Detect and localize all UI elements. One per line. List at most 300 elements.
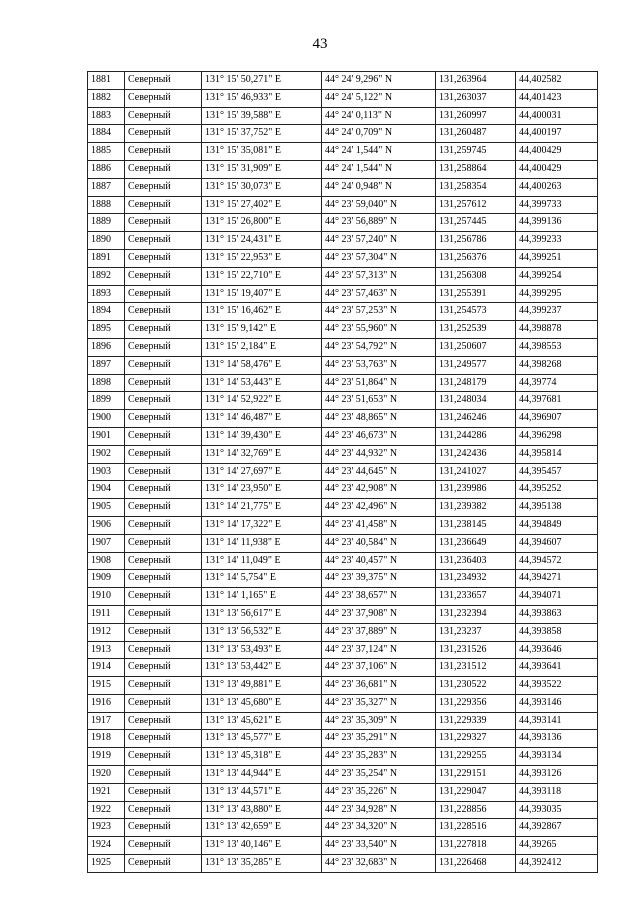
table-row — [88, 374, 598, 392]
point-number-cell: 1915 — [88, 677, 125, 695]
point-number-cell: 1914 — [88, 659, 125, 677]
point-number-cell: 1884 — [88, 125, 125, 143]
latitude-decimal-cell: 44,393035 — [516, 801, 598, 819]
latitude-dms-cell: 44° 23' 37,908" N — [322, 605, 436, 623]
latitude-dms-cell: 44° 23' 44,932" N — [322, 445, 436, 463]
longitude-decimal-cell: 131,239382 — [436, 499, 516, 517]
latitude-decimal-cell: 44,393646 — [516, 641, 598, 659]
point-number-cell: 1910 — [88, 588, 125, 606]
point-number-cell: 1922 — [88, 801, 125, 819]
latitude-decimal-cell: 44,400263 — [516, 178, 598, 196]
region-cell: Северный — [125, 516, 202, 534]
coordinates-table — [87, 71, 598, 873]
longitude-decimal-cell: 131,231526 — [436, 641, 516, 659]
point-number-cell: 1886 — [88, 160, 125, 178]
latitude-decimal-cell: 44,402582 — [516, 72, 598, 90]
region-cell: Северный — [125, 570, 202, 588]
longitude-dms-cell: 131° 13' 44,944" E — [202, 766, 322, 784]
longitude-decimal-cell: 131,256308 — [436, 267, 516, 285]
latitude-dms-cell: 44° 23' 48,865" N — [322, 410, 436, 428]
longitude-dms-cell: 131° 14' 27,697" E — [202, 463, 322, 481]
table-row — [88, 588, 598, 606]
longitude-decimal-cell: 131,246246 — [436, 410, 516, 428]
longitude-decimal-cell: 131,233657 — [436, 588, 516, 606]
longitude-decimal-cell: 131,258354 — [436, 178, 516, 196]
latitude-decimal-cell: 44,400429 — [516, 160, 598, 178]
longitude-dms-cell: 131° 15' 26,800" E — [202, 214, 322, 232]
table-row — [88, 623, 598, 641]
longitude-dms-cell: 131° 13' 56,617" E — [202, 605, 322, 623]
region-cell: Северный — [125, 303, 202, 321]
longitude-dms-cell: 131° 14' 17,322" E — [202, 516, 322, 534]
longitude-decimal-cell: 131,230522 — [436, 677, 516, 695]
latitude-decimal-cell: 44,393126 — [516, 766, 598, 784]
latitude-decimal-cell: 44,395252 — [516, 481, 598, 499]
longitude-decimal-cell: 131,234932 — [436, 570, 516, 588]
region-cell: Северный — [125, 694, 202, 712]
point-number-cell: 1908 — [88, 552, 125, 570]
point-number-cell: 1897 — [88, 356, 125, 374]
table-row — [88, 338, 598, 356]
table-row — [88, 463, 598, 481]
region-cell: Северный — [125, 196, 202, 214]
table-row — [88, 143, 598, 161]
region-cell: Северный — [125, 232, 202, 250]
table-row — [88, 267, 598, 285]
point-number-cell: 1891 — [88, 249, 125, 267]
latitude-dms-cell: 44° 24' 0,948" N — [322, 178, 436, 196]
table-row — [88, 694, 598, 712]
longitude-dms-cell: 131° 15' 27,402" E — [202, 196, 322, 214]
latitude-dms-cell: 44° 23' 32,683" N — [322, 855, 436, 873]
point-number-cell: 1887 — [88, 178, 125, 196]
region-cell: Северный — [125, 178, 202, 196]
point-number-cell: 1899 — [88, 392, 125, 410]
longitude-decimal-cell: 131,250607 — [436, 338, 516, 356]
latitude-decimal-cell: 44,393858 — [516, 623, 598, 641]
longitude-decimal-cell: 131,263037 — [436, 89, 516, 107]
latitude-decimal-cell: 44,394607 — [516, 534, 598, 552]
latitude-dms-cell: 44° 23' 46,673" N — [322, 427, 436, 445]
point-number-cell: 1918 — [88, 730, 125, 748]
longitude-decimal-cell: 131,229047 — [436, 783, 516, 801]
table-row — [88, 321, 598, 339]
longitude-dms-cell: 131° 15' 2,184" E — [202, 338, 322, 356]
latitude-decimal-cell: 44,399136 — [516, 214, 598, 232]
point-number-cell: 1882 — [88, 89, 125, 107]
point-number-cell: 1911 — [88, 605, 125, 623]
table-row — [88, 303, 598, 321]
region-cell: Северный — [125, 837, 202, 855]
latitude-dms-cell: 44° 23' 51,864" N — [322, 374, 436, 392]
longitude-dms-cell: 131° 14' 1,165" E — [202, 588, 322, 606]
point-number-cell: 1925 — [88, 855, 125, 873]
table-row — [88, 160, 598, 178]
region-cell: Северный — [125, 659, 202, 677]
latitude-decimal-cell: 44,399254 — [516, 267, 598, 285]
point-number-cell: 1905 — [88, 499, 125, 517]
table-row — [88, 214, 598, 232]
longitude-dms-cell: 131° 13' 35,285" E — [202, 855, 322, 873]
point-number-cell: 1895 — [88, 321, 125, 339]
latitude-decimal-cell: 44,39774 — [516, 374, 598, 392]
region-cell: Северный — [125, 463, 202, 481]
table-row — [88, 89, 598, 107]
region-cell: Северный — [125, 783, 202, 801]
longitude-dms-cell: 131° 15' 31,909" E — [202, 160, 322, 178]
table-row — [88, 107, 598, 125]
longitude-dms-cell: 131° 13' 43,880" E — [202, 801, 322, 819]
region-cell: Северный — [125, 605, 202, 623]
longitude-decimal-cell: 131,260997 — [436, 107, 516, 125]
longitude-decimal-cell: 131,227818 — [436, 837, 516, 855]
longitude-decimal-cell: 131,256376 — [436, 249, 516, 267]
region-cell: Северный — [125, 427, 202, 445]
point-number-cell: 1920 — [88, 766, 125, 784]
region-cell: Северный — [125, 107, 202, 125]
latitude-decimal-cell: 44,393522 — [516, 677, 598, 695]
region-cell: Северный — [125, 534, 202, 552]
point-number-cell: 1889 — [88, 214, 125, 232]
table-row — [88, 659, 598, 677]
longitude-decimal-cell: 131,229151 — [436, 766, 516, 784]
point-number-cell: 1917 — [88, 712, 125, 730]
latitude-dms-cell: 44° 23' 36,681" N — [322, 677, 436, 695]
longitude-dms-cell: 131° 13' 42,659" E — [202, 819, 322, 837]
region-cell: Северный — [125, 677, 202, 695]
point-number-cell: 1909 — [88, 570, 125, 588]
region-cell: Северный — [125, 160, 202, 178]
longitude-dms-cell: 131° 15' 35,081" E — [202, 143, 322, 161]
longitude-dms-cell: 131° 14' 58,476" E — [202, 356, 322, 374]
point-number-cell: 1906 — [88, 516, 125, 534]
longitude-dms-cell: 131° 15' 9,142" E — [202, 321, 322, 339]
region-cell: Северный — [125, 356, 202, 374]
region-cell: Северный — [125, 143, 202, 161]
table-row — [88, 819, 598, 837]
longitude-decimal-cell: 131,238145 — [436, 516, 516, 534]
longitude-dms-cell: 131° 15' 37,752" E — [202, 125, 322, 143]
point-number-cell: 1919 — [88, 748, 125, 766]
point-number-cell: 1901 — [88, 427, 125, 445]
longitude-dms-cell: 131° 14' 11,049" E — [202, 552, 322, 570]
latitude-dms-cell: 44° 23' 54,792" N — [322, 338, 436, 356]
page-number: 43 — [312, 36, 328, 52]
latitude-dms-cell: 44° 23' 40,584" N — [322, 534, 436, 552]
longitude-dms-cell: 131° 13' 53,493" E — [202, 641, 322, 659]
longitude-dms-cell: 131° 14' 53,443" E — [202, 374, 322, 392]
table-row — [88, 196, 598, 214]
latitude-decimal-cell: 44,400031 — [516, 107, 598, 125]
longitude-decimal-cell: 131,228856 — [436, 801, 516, 819]
table-row — [88, 178, 598, 196]
latitude-dms-cell: 44° 23' 35,254" N — [322, 766, 436, 784]
table-row — [88, 552, 598, 570]
latitude-dms-cell: 44° 24' 5,122" N — [322, 89, 436, 107]
latitude-decimal-cell: 44,393863 — [516, 605, 598, 623]
latitude-decimal-cell: 44,395457 — [516, 463, 598, 481]
point-number-cell: 1893 — [88, 285, 125, 303]
region-cell: Северный — [125, 72, 202, 90]
latitude-decimal-cell: 44,397681 — [516, 392, 598, 410]
latitude-decimal-cell: 44,399295 — [516, 285, 598, 303]
longitude-decimal-cell: 131,241027 — [436, 463, 516, 481]
longitude-dms-cell: 131° 14' 5,754" E — [202, 570, 322, 588]
point-number-cell: 1913 — [88, 641, 125, 659]
longitude-dms-cell: 131° 15' 24,431" E — [202, 232, 322, 250]
latitude-dms-cell: 44° 23' 35,291" N — [322, 730, 436, 748]
latitude-dms-cell: 44° 23' 53,763" N — [322, 356, 436, 374]
longitude-dms-cell: 131° 15' 46,933" E — [202, 89, 322, 107]
longitude-dms-cell: 131° 14' 32,769" E — [202, 445, 322, 463]
latitude-decimal-cell: 44,399237 — [516, 303, 598, 321]
longitude-decimal-cell: 131,248179 — [436, 374, 516, 392]
region-cell: Северный — [125, 623, 202, 641]
latitude-decimal-cell: 44,393118 — [516, 783, 598, 801]
latitude-dms-cell: 44° 24' 0,709" N — [322, 125, 436, 143]
table-row — [88, 72, 598, 90]
longitude-dms-cell: 131° 13' 45,621" E — [202, 712, 322, 730]
table-row — [88, 837, 598, 855]
latitude-decimal-cell: 44,401423 — [516, 89, 598, 107]
longitude-dms-cell: 131° 13' 56,532" E — [202, 623, 322, 641]
region-cell: Северный — [125, 89, 202, 107]
point-number-cell: 1898 — [88, 374, 125, 392]
latitude-decimal-cell: 44,394849 — [516, 516, 598, 534]
table-row — [88, 125, 598, 143]
latitude-dms-cell: 44° 23' 56,889" N — [322, 214, 436, 232]
latitude-dms-cell: 44° 23' 57,240" N — [322, 232, 436, 250]
point-number-cell: 1896 — [88, 338, 125, 356]
longitude-dms-cell: 131° 15' 16,462" E — [202, 303, 322, 321]
latitude-dms-cell: 44° 23' 35,226" N — [322, 783, 436, 801]
latitude-decimal-cell: 44,394572 — [516, 552, 598, 570]
region-cell: Северный — [125, 445, 202, 463]
longitude-decimal-cell: 131,259745 — [436, 143, 516, 161]
table-row — [88, 392, 598, 410]
latitude-dms-cell: 44° 23' 57,313" N — [322, 267, 436, 285]
point-number-cell: 1881 — [88, 72, 125, 90]
table-row — [88, 766, 598, 784]
region-cell: Северный — [125, 801, 202, 819]
table-row — [88, 427, 598, 445]
latitude-dms-cell: 44° 23' 42,496" N — [322, 499, 436, 517]
longitude-decimal-cell: 131,255391 — [436, 285, 516, 303]
point-number-cell: 1904 — [88, 481, 125, 499]
table-row — [88, 445, 598, 463]
latitude-dms-cell: 44° 24' 1,544" N — [322, 143, 436, 161]
longitude-decimal-cell: 131,252539 — [436, 321, 516, 339]
region-cell: Северный — [125, 125, 202, 143]
latitude-dms-cell: 44° 23' 41,458" N — [322, 516, 436, 534]
longitude-decimal-cell: 131,260487 — [436, 125, 516, 143]
longitude-decimal-cell: 131,236649 — [436, 534, 516, 552]
longitude-dms-cell: 131° 15' 22,710" E — [202, 267, 322, 285]
latitude-dms-cell: 44° 23' 42,908" N — [322, 481, 436, 499]
table-row — [88, 232, 598, 250]
latitude-decimal-cell: 44,392412 — [516, 855, 598, 873]
point-number-cell: 1921 — [88, 783, 125, 801]
latitude-decimal-cell: 44,39265 — [516, 837, 598, 855]
latitude-dms-cell: 44° 23' 35,327" N — [322, 694, 436, 712]
longitude-decimal-cell: 131,229327 — [436, 730, 516, 748]
longitude-dms-cell: 131° 13' 53,442" E — [202, 659, 322, 677]
table-row — [88, 356, 598, 374]
longitude-dms-cell: 131° 14' 21,775" E — [202, 499, 322, 517]
table-row — [88, 783, 598, 801]
point-number-cell: 1924 — [88, 837, 125, 855]
latitude-dms-cell: 44° 23' 57,253" N — [322, 303, 436, 321]
point-number-cell: 1923 — [88, 819, 125, 837]
latitude-decimal-cell: 44,396907 — [516, 410, 598, 428]
region-cell: Северный — [125, 748, 202, 766]
latitude-dms-cell: 44° 23' 35,283" N — [322, 748, 436, 766]
longitude-dms-cell: 131° 14' 23,950" E — [202, 481, 322, 499]
table-row — [88, 801, 598, 819]
latitude-dms-cell: 44° 23' 37,124" N — [322, 641, 436, 659]
longitude-dms-cell: 131° 13' 44,571" E — [202, 783, 322, 801]
latitude-decimal-cell: 44,400197 — [516, 125, 598, 143]
longitude-dms-cell: 131° 13' 49,881" E — [202, 677, 322, 695]
region-cell: Северный — [125, 214, 202, 232]
table-row — [88, 410, 598, 428]
latitude-decimal-cell: 44,393136 — [516, 730, 598, 748]
latitude-decimal-cell: 44,398553 — [516, 338, 598, 356]
longitude-dms-cell: 131° 13' 40,146" E — [202, 837, 322, 855]
table-row — [88, 249, 598, 267]
longitude-dms-cell: 131° 13' 45,318" E — [202, 748, 322, 766]
longitude-dms-cell: 131° 15' 19,407" E — [202, 285, 322, 303]
latitude-dms-cell: 44° 24' 1,544" N — [322, 160, 436, 178]
region-cell: Северный — [125, 819, 202, 837]
latitude-dms-cell: 44° 23' 59,040" N — [322, 196, 436, 214]
latitude-dms-cell: 44° 23' 34,928" N — [322, 801, 436, 819]
latitude-decimal-cell: 44,395814 — [516, 445, 598, 463]
latitude-decimal-cell: 44,393134 — [516, 748, 598, 766]
table-row — [88, 285, 598, 303]
latitude-decimal-cell: 44,398268 — [516, 356, 598, 374]
longitude-decimal-cell: 131,229255 — [436, 748, 516, 766]
table-row — [88, 516, 598, 534]
region-cell: Северный — [125, 392, 202, 410]
latitude-dms-cell: 44° 23' 37,889" N — [322, 623, 436, 641]
longitude-decimal-cell: 131,248034 — [436, 392, 516, 410]
latitude-dms-cell: 44° 23' 38,657" N — [322, 588, 436, 606]
longitude-decimal-cell: 131,249577 — [436, 356, 516, 374]
region-cell: Северный — [125, 249, 202, 267]
longitude-dms-cell: 131° 15' 30,073" E — [202, 178, 322, 196]
table-row — [88, 677, 598, 695]
latitude-decimal-cell: 44,399251 — [516, 249, 598, 267]
point-number-cell: 1894 — [88, 303, 125, 321]
longitude-dms-cell: 131° 13' 45,680" E — [202, 694, 322, 712]
longitude-dms-cell: 131° 14' 46,487" E — [202, 410, 322, 428]
latitude-decimal-cell: 44,398878 — [516, 321, 598, 339]
point-number-cell: 1900 — [88, 410, 125, 428]
latitude-decimal-cell: 44,399733 — [516, 196, 598, 214]
region-cell: Северный — [125, 321, 202, 339]
latitude-decimal-cell: 44,395138 — [516, 499, 598, 517]
region-cell: Северный — [125, 730, 202, 748]
point-number-cell: 1907 — [88, 534, 125, 552]
longitude-decimal-cell: 131,263964 — [436, 72, 516, 90]
point-number-cell: 1912 — [88, 623, 125, 641]
longitude-decimal-cell: 131,257612 — [436, 196, 516, 214]
latitude-decimal-cell: 44,394271 — [516, 570, 598, 588]
longitude-dms-cell: 131° 13' 45,577" E — [202, 730, 322, 748]
latitude-decimal-cell: 44,392867 — [516, 819, 598, 837]
longitude-dms-cell: 131° 15' 39,588" E — [202, 107, 322, 125]
point-number-cell: 1888 — [88, 196, 125, 214]
longitude-decimal-cell: 131,229339 — [436, 712, 516, 730]
region-cell: Северный — [125, 712, 202, 730]
latitude-dms-cell: 44° 23' 37,106" N — [322, 659, 436, 677]
latitude-decimal-cell: 44,394071 — [516, 588, 598, 606]
table-row — [88, 748, 598, 766]
longitude-decimal-cell: 131,229356 — [436, 694, 516, 712]
latitude-decimal-cell: 44,400429 — [516, 143, 598, 161]
longitude-decimal-cell: 131,256786 — [436, 232, 516, 250]
table-row — [88, 730, 598, 748]
latitude-decimal-cell: 44,393641 — [516, 659, 598, 677]
latitude-dms-cell: 44° 23' 57,304" N — [322, 249, 436, 267]
latitude-decimal-cell: 44,396298 — [516, 427, 598, 445]
region-cell: Северный — [125, 410, 202, 428]
latitude-decimal-cell: 44,399233 — [516, 232, 598, 250]
longitude-decimal-cell: 131,244286 — [436, 427, 516, 445]
latitude-dms-cell: 44° 24' 9,296" N — [322, 72, 436, 90]
longitude-decimal-cell: 131,236403 — [436, 552, 516, 570]
region-cell: Северный — [125, 374, 202, 392]
region-cell: Северный — [125, 267, 202, 285]
latitude-dms-cell: 44° 23' 44,645" N — [322, 463, 436, 481]
longitude-decimal-cell: 131,258864 — [436, 160, 516, 178]
latitude-dms-cell: 44° 23' 40,457" N — [322, 552, 436, 570]
longitude-decimal-cell: 131,254573 — [436, 303, 516, 321]
region-cell: Северный — [125, 481, 202, 499]
table-row — [88, 712, 598, 730]
latitude-dms-cell: 44° 23' 34,320" N — [322, 819, 436, 837]
point-number-cell: 1903 — [88, 463, 125, 481]
longitude-dms-cell: 131° 14' 11,938" E — [202, 534, 322, 552]
point-number-cell: 1916 — [88, 694, 125, 712]
point-number-cell: 1885 — [88, 143, 125, 161]
region-cell: Северный — [125, 855, 202, 873]
longitude-decimal-cell: 131,242436 — [436, 445, 516, 463]
table-row — [88, 481, 598, 499]
longitude-decimal-cell: 131,232394 — [436, 605, 516, 623]
region-cell: Северный — [125, 588, 202, 606]
region-cell: Северный — [125, 766, 202, 784]
point-number-cell: 1883 — [88, 107, 125, 125]
region-cell: Северный — [125, 499, 202, 517]
region-cell: Северный — [125, 338, 202, 356]
longitude-decimal-cell: 131,257445 — [436, 214, 516, 232]
longitude-decimal-cell: 131,226468 — [436, 855, 516, 873]
coordinates-table-body — [88, 72, 598, 873]
latitude-dms-cell: 44° 24' 0,113" N — [322, 107, 436, 125]
latitude-decimal-cell: 44,393146 — [516, 694, 598, 712]
latitude-dms-cell: 44° 23' 39,375" N — [322, 570, 436, 588]
region-cell: Северный — [125, 552, 202, 570]
table-row — [88, 605, 598, 623]
table-row — [88, 570, 598, 588]
longitude-decimal-cell: 131,239986 — [436, 481, 516, 499]
table-row — [88, 499, 598, 517]
longitude-dms-cell: 131° 15' 50,271" E — [202, 72, 322, 90]
latitude-dms-cell: 44° 23' 51,653" N — [322, 392, 436, 410]
region-cell: Северный — [125, 285, 202, 303]
